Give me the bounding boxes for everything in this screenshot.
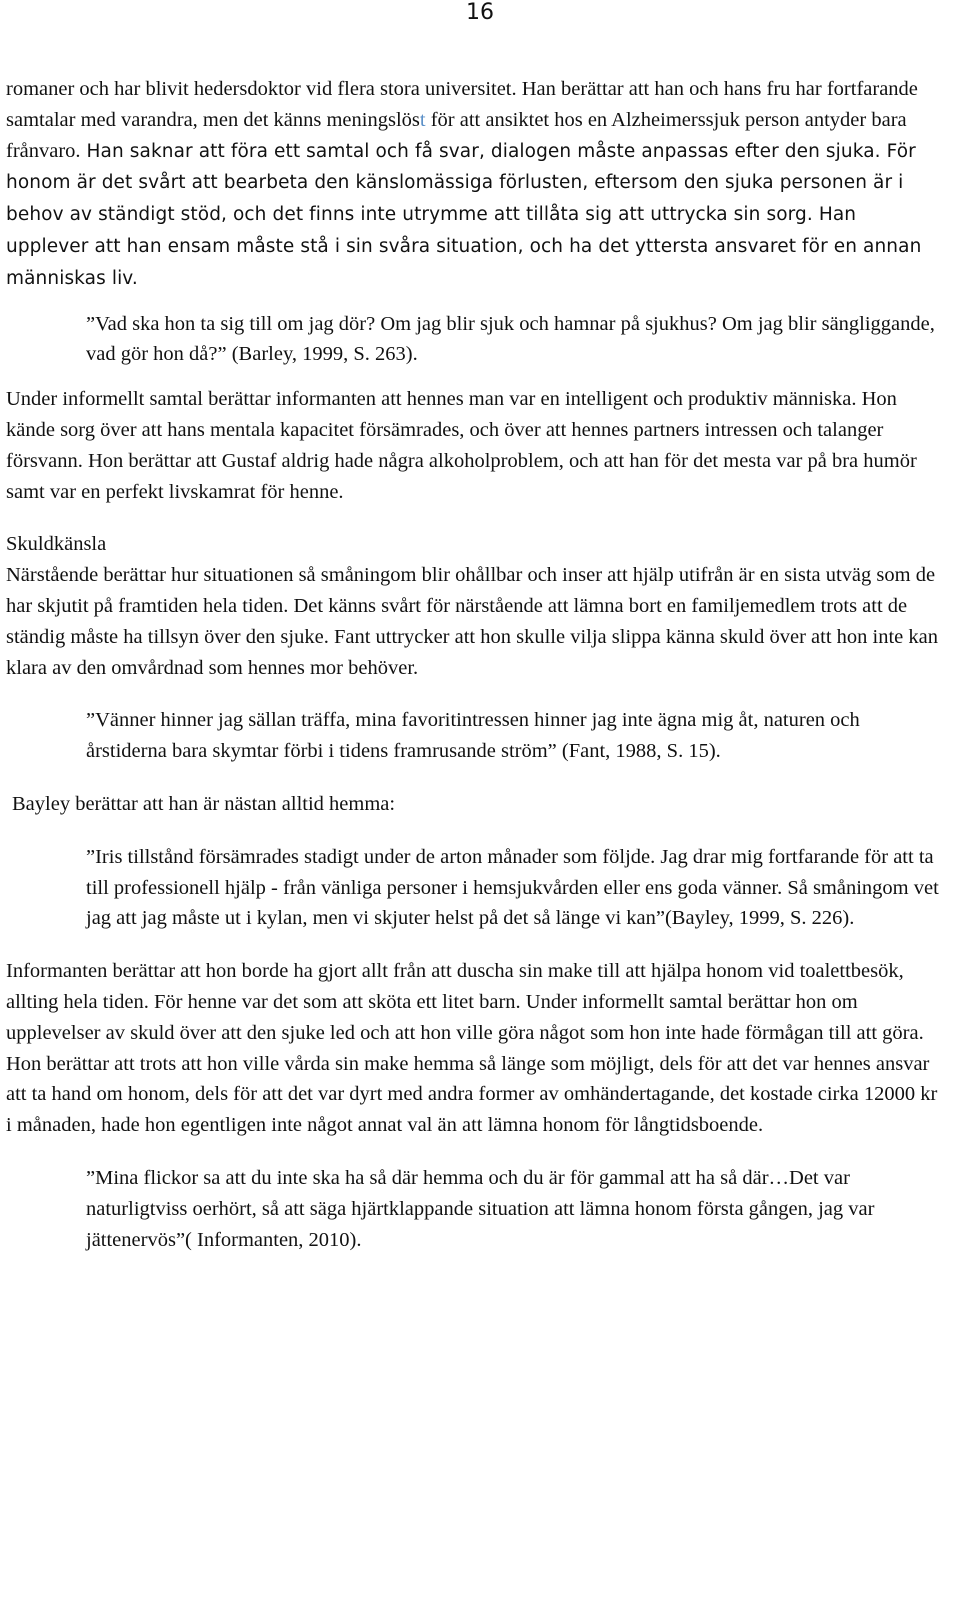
paragraph-5: Informanten berättar att hon borde ha gjort allt från att duscha sin make till att hjälpa honom vid toalettbesök, allting hela tiden. För henne var det som att sköta ett litet barn. Under informellt samtal berättar hon om upplevelser av skuld över att den sjuke led och att hon ville göra något som hon inte hade förmågan till att göra. Hon berättar att trots att hon ville vårda sin make hemma så länge som möjligt, dels för att det var hennes ansvar att ta hand om honom, dels för att det var dyrt med andra former av omhändertagande, det kostade cirka 12000 kr i månaden, hade hon egentligen inte något annat val än att lämna honom för långtidsboende.	[6, 960, 938, 1137]
document-body	[6, 74, 941, 1255]
paragraph-1-part-b: för att ansiktet hos en Alzheimerssjuk person antyder bara frånvaro.	[6, 108, 907, 162]
paragraph-4: Bayley berättar att han är nästan alltid hemma:	[12, 792, 396, 815]
block-quote-1: ”Vad ska hon ta sig till om jag dör? Om jag blir sjuk och hamnar på sjukhus? Om jag blir sängliggande, vad gör hon då?” (Barley, 1999, S. 263).	[86, 312, 935, 366]
paragraph-2: Under informellt samtal berättar informanten att hennes man var en intelligent och produktiv människa. Hon kände sorg över att hans mentala kapacitet försämrades, och över att hennes partners intressen och talanger försvann. Hon berättar att Gustaf aldrig hade några alkoholproblem, och att han för det mesta var på bra humör samt var en perfekt livskamrat för henne.	[6, 388, 917, 503]
page-number: 16	[466, 0, 494, 25]
block-quote-3: ”Iris tillstånd försämrades stadigt under de arton månader som följde. Jag drar mig fortfarande för att ta till professionell hjälp - från vänliga personer i hemsjukvården eller ens goda vänner. Så småningom vet jag att jag måste ut i kylan, men vi skjuter helst på det så länge vi kan”(Bayley, 1999, S. 226).	[86, 845, 939, 930]
paragraph-3: Närstående berättar hur situationen så småningom blir ohållbar och inser att hjälp utifrån är en sista utväg som de har skjutit på framtiden hela tiden. Det känns svårt för närstående att lämna bort en familjemedlem trots att de ständig måste ha tillsyn över den sjuke. Fant uttrycker att hon skulle vilja slippa känna skuld över att hon inte kan klara av den omvårdnad som hennes mor behöver.	[6, 564, 938, 679]
block-quote-4: ”Mina flickor sa att du inte ska ha så där hemma och du är för gammal att ha så där…Det var naturligtviss oerhört, så att säga hjärtklappande situation att lämna honom första gången, jag var jättenervös”( Informanten, 2010).	[86, 1166, 875, 1251]
paragraph-1	[6, 74, 941, 295]
paragraph-1-sans-segment: Han saknar att föra ett samtal och få svar, dialogen måste anpassas efter den sjuka.	[80, 140, 881, 162]
paragraph-1-part-a: romaner och har blivit hedersdoktor vid flera stora universitet. Han berättar att han och hans fru har fortfarande samtalar med varandra, men det känns meningslös	[6, 78, 918, 131]
highlighted-letter: t	[419, 108, 426, 131]
block-quote-2: ”Vänner hinner jag sällan träffa, mina favoritintressen hinner jag inte ägna mig åt, naturen och årstiderna bara skymtar förbi i tidens framrusande ström” (Fant, 1988, S. 15).	[86, 709, 860, 763]
paragraph-1-sans-segment-3: Han upplever att han ensam måste stå i sin svåra situation, och ha det yttersta ansvaret för en annan människas liv.	[6, 204, 922, 289]
section-heading: Skuldkänsla	[6, 533, 107, 556]
paragraph-1-sans-segment-2: För honom är det svårt att bearbeta den känslomässiga förlusten, eftersom den sjuka personen är i behov av ständigt stöd, och det finns inte utrymme att tillåta sig att uttrycka sin sorg.	[6, 140, 916, 226]
